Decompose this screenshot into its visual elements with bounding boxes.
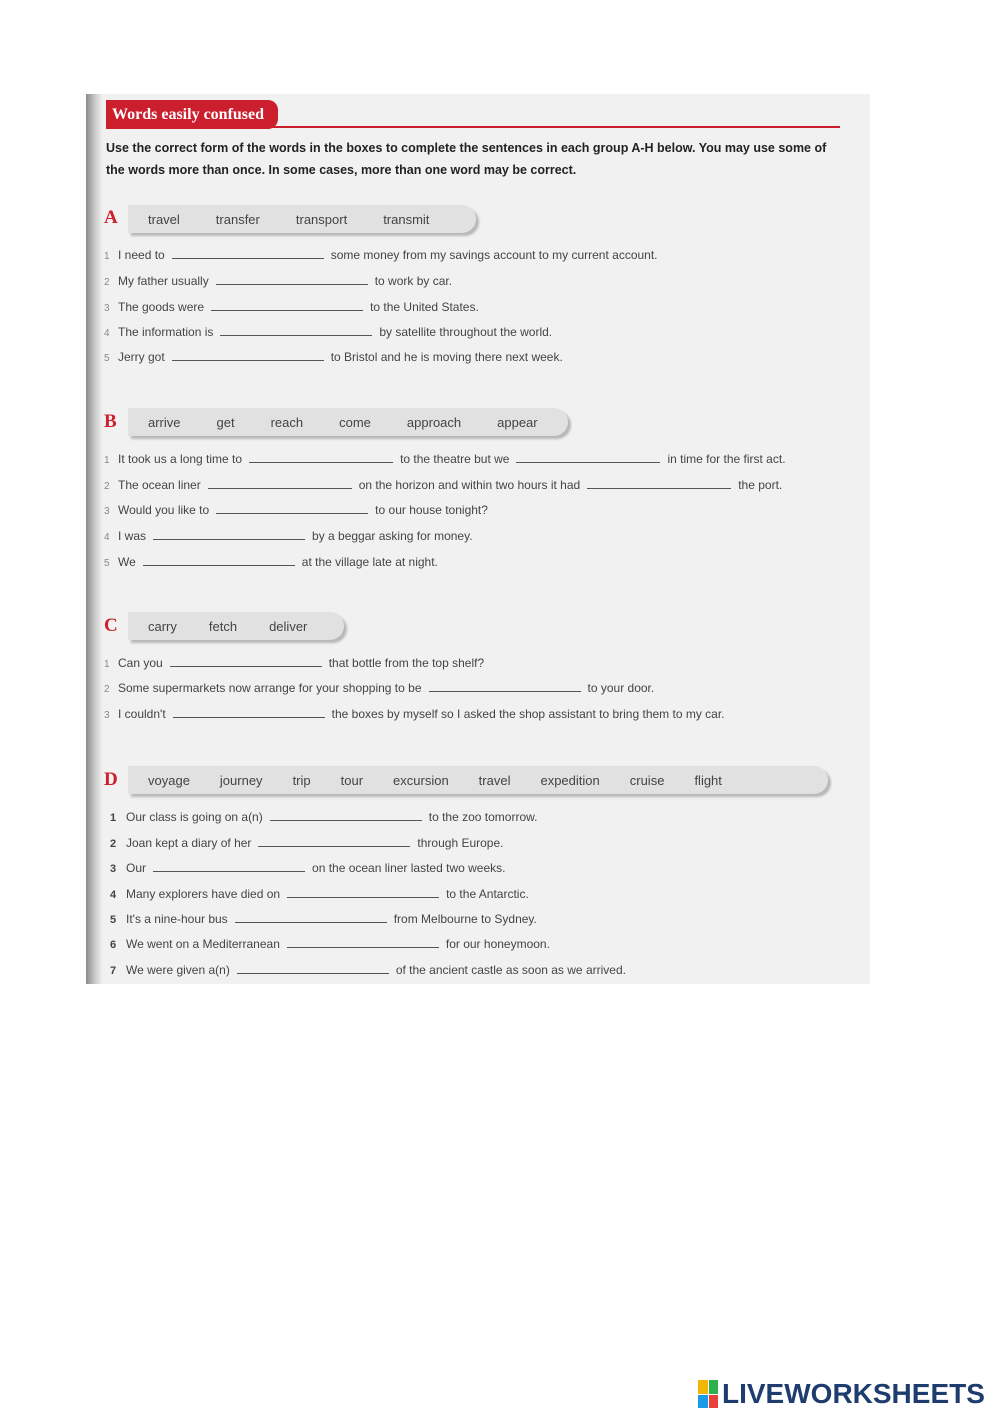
sentence-text: Our	[126, 861, 147, 875]
sentence-text: at the village late at night.	[301, 555, 438, 569]
answer-blank[interactable]	[429, 680, 581, 692]
sentence-text: We went on a Mediterranean	[126, 937, 280, 951]
word-box-d	[128, 766, 828, 794]
sentence-number: 4	[104, 328, 110, 339]
answer-blank[interactable]	[172, 247, 324, 259]
word-box-b	[128, 408, 568, 436]
sentence-number: 3	[104, 506, 110, 517]
sentence-a-1	[104, 247, 658, 262]
word-box-word: expedition	[540, 772, 600, 788]
sentence-text: Would you like to	[118, 503, 210, 517]
sentence-text: some money from my savings account to my current account.	[330, 248, 658, 262]
answer-blank[interactable]	[258, 835, 410, 847]
sentence-text: for our honeymoon.	[445, 937, 550, 951]
section-letter-d: D	[104, 769, 118, 790]
sentence-d-6	[110, 936, 550, 951]
sentence-text: The information is	[118, 325, 214, 339]
answer-blank[interactable]	[216, 273, 368, 285]
sentence-c-3	[104, 706, 725, 721]
sentence-number: 6	[110, 939, 117, 951]
sentence-text: on the ocean liner lasted two weeks.	[312, 861, 506, 875]
sentence-d-1	[110, 809, 537, 824]
sentence-text: I was	[118, 529, 147, 543]
sentence-text: to the zoo tomorrow.	[428, 810, 538, 824]
answer-blank[interactable]	[143, 554, 295, 566]
sentence-text: on the horizon and within two hours it had	[358, 478, 581, 492]
sentence-a-5	[104, 349, 563, 364]
answer-blank[interactable]	[173, 706, 325, 718]
answer-blank[interactable]	[211, 299, 363, 311]
sentence-text: Jerry got	[118, 350, 165, 364]
section-letter-c: C	[104, 615, 118, 636]
answer-blank[interactable]	[270, 809, 422, 821]
sentence-text: The goods were	[118, 300, 205, 314]
word-box-word: excursion	[393, 772, 449, 788]
sentence-text: through Europe.	[417, 836, 504, 850]
sentence-number: 3	[110, 863, 117, 875]
sentence-number: 5	[110, 914, 117, 926]
sentence-b-1	[104, 451, 786, 466]
sentence-number: 2	[104, 277, 110, 288]
sentence-text: The ocean liner	[118, 478, 201, 492]
sentence-text: the port.	[738, 478, 783, 492]
word-box-word: deliver	[269, 618, 308, 634]
sentence-text: Our class is going on a(n)	[126, 810, 263, 824]
sentence-text: the boxes by myself so I asked the shop assistant to bring them to my car.	[331, 707, 725, 721]
word-box-word: travel	[148, 211, 180, 227]
word-box-word: get	[216, 414, 235, 430]
sentence-text: My father usually	[118, 274, 209, 288]
sentence-text: that bottle from the top shelf?	[328, 656, 485, 670]
sentence-a-2	[104, 273, 452, 288]
sentence-text: to the theatre but we	[400, 452, 510, 466]
answer-blank[interactable]	[172, 349, 324, 361]
answer-blank[interactable]	[153, 528, 305, 540]
word-box-word: approach	[406, 414, 462, 430]
answer-blank[interactable]	[249, 451, 393, 463]
word-box-word: transmit	[383, 211, 430, 227]
sentence-text: We were given a(n)	[126, 963, 230, 977]
sentence-number: 5	[104, 558, 110, 569]
sentence-c-2	[104, 680, 654, 695]
word-box-word: come	[339, 414, 371, 430]
sentence-a-3	[104, 299, 479, 314]
sentence-text: Can you	[118, 656, 163, 670]
answer-blank[interactable]	[208, 477, 352, 489]
word-box-word: transport	[295, 211, 348, 227]
sentence-c-1	[104, 655, 484, 670]
sentence-text: It took us a long time to	[118, 452, 243, 466]
answer-blank[interactable]	[287, 936, 439, 948]
answer-blank[interactable]	[287, 886, 439, 898]
word-box-word: transfer	[215, 211, 260, 227]
sentence-text: to the Antarctic.	[446, 887, 529, 901]
sentence-number: 7	[110, 965, 117, 977]
word-box-word: trip	[292, 772, 311, 788]
sentence-number: 2	[110, 838, 117, 850]
logo-text: LIVEWORKSHEETS	[722, 1378, 985, 1409]
sentence-number: 3	[104, 303, 110, 314]
section-banner: Words easily confused	[106, 100, 278, 129]
sentence-text: of the ancient castle as soon as we arrived.	[395, 963, 626, 977]
word-box-word: flight	[694, 772, 722, 788]
sentence-number: 4	[104, 532, 110, 543]
word-box-word: journey	[219, 772, 263, 788]
answer-blank[interactable]	[587, 477, 731, 489]
liveworksheets-logo-icon	[698, 1380, 718, 1408]
word-box-a	[128, 205, 476, 233]
sentence-number: 5	[104, 353, 110, 364]
sentence-b-4	[104, 528, 473, 543]
sentence-text: Some supermarkets now arrange for your shopping to be	[118, 681, 422, 695]
section-letter-b: B	[104, 411, 117, 432]
sentence-text: by satellite throughout the world.	[379, 325, 553, 339]
sentence-number: 1	[110, 812, 117, 824]
sentence-d-5	[110, 911, 537, 926]
sentence-text: I need to	[118, 248, 165, 262]
sentence-text: Many explorers have died on	[126, 887, 281, 901]
word-box-word: cruise	[629, 772, 665, 788]
answer-blank[interactable]	[237, 962, 389, 974]
word-box-word: travel	[478, 772, 511, 788]
sentence-text: to your door.	[587, 681, 655, 695]
word-box-word: reach	[270, 414, 304, 430]
sentence-text: It's a nine-hour bus	[126, 912, 228, 926]
word-box-word: arrive	[148, 414, 181, 430]
sentence-number: 3	[104, 710, 110, 721]
sentence-number: 2	[104, 684, 110, 695]
sentence-text: We	[118, 555, 136, 569]
answer-blank[interactable]	[216, 502, 368, 514]
answer-blank[interactable]	[153, 860, 305, 872]
sentence-d-7	[110, 962, 626, 977]
word-box-word: tour	[340, 772, 364, 788]
sentence-text: in time for the first act.	[667, 452, 786, 466]
sentence-text: from Melbourne to Sydney.	[393, 912, 537, 926]
sentence-text: to our house tonight?	[375, 503, 488, 517]
answer-blank[interactable]	[170, 655, 322, 667]
sentence-number: 1	[104, 455, 110, 466]
sentence-text: to Bristol and he is moving there next week.	[330, 350, 563, 364]
sentence-text: to the United States.	[370, 300, 479, 314]
sentence-number: 1	[104, 659, 110, 670]
answer-blank[interactable]	[516, 451, 660, 463]
sentence-d-2	[110, 835, 503, 850]
word-box-c	[128, 612, 344, 640]
banner-rule	[106, 126, 840, 128]
sentence-text: by a beggar asking for money.	[312, 529, 473, 543]
word-box-word: voyage	[148, 772, 190, 788]
sentence-text: to work by car.	[374, 274, 453, 288]
answer-blank[interactable]	[235, 911, 387, 923]
sentence-number: 2	[104, 481, 110, 492]
word-box-word: fetch	[208, 618, 238, 634]
sentence-text: Joan kept a diary of her	[126, 836, 252, 850]
section-letter-a: A	[104, 207, 118, 228]
sentence-b-5	[104, 554, 438, 569]
sentence-text: I couldn't	[118, 707, 166, 721]
liveworksheets-logo[interactable]	[698, 1378, 985, 1410]
word-box-word: carry	[148, 618, 177, 634]
sentence-a-4	[104, 324, 552, 339]
instructions: Use the correct form of the words in the boxes to complete the sentences in each group A-H below. You may use some of the words more than once. In some cases, more than one word may be correct.	[106, 141, 827, 177]
sentence-number: 1	[104, 251, 110, 262]
page-spine-shadow	[86, 94, 102, 984]
sentence-d-3	[110, 860, 505, 875]
answer-blank[interactable]	[220, 324, 372, 336]
sentence-b-3	[104, 502, 488, 517]
sentence-b-2	[104, 477, 782, 492]
sentence-d-4	[110, 886, 529, 901]
word-box-word: appear	[497, 414, 538, 430]
sentence-number: 4	[110, 889, 117, 901]
